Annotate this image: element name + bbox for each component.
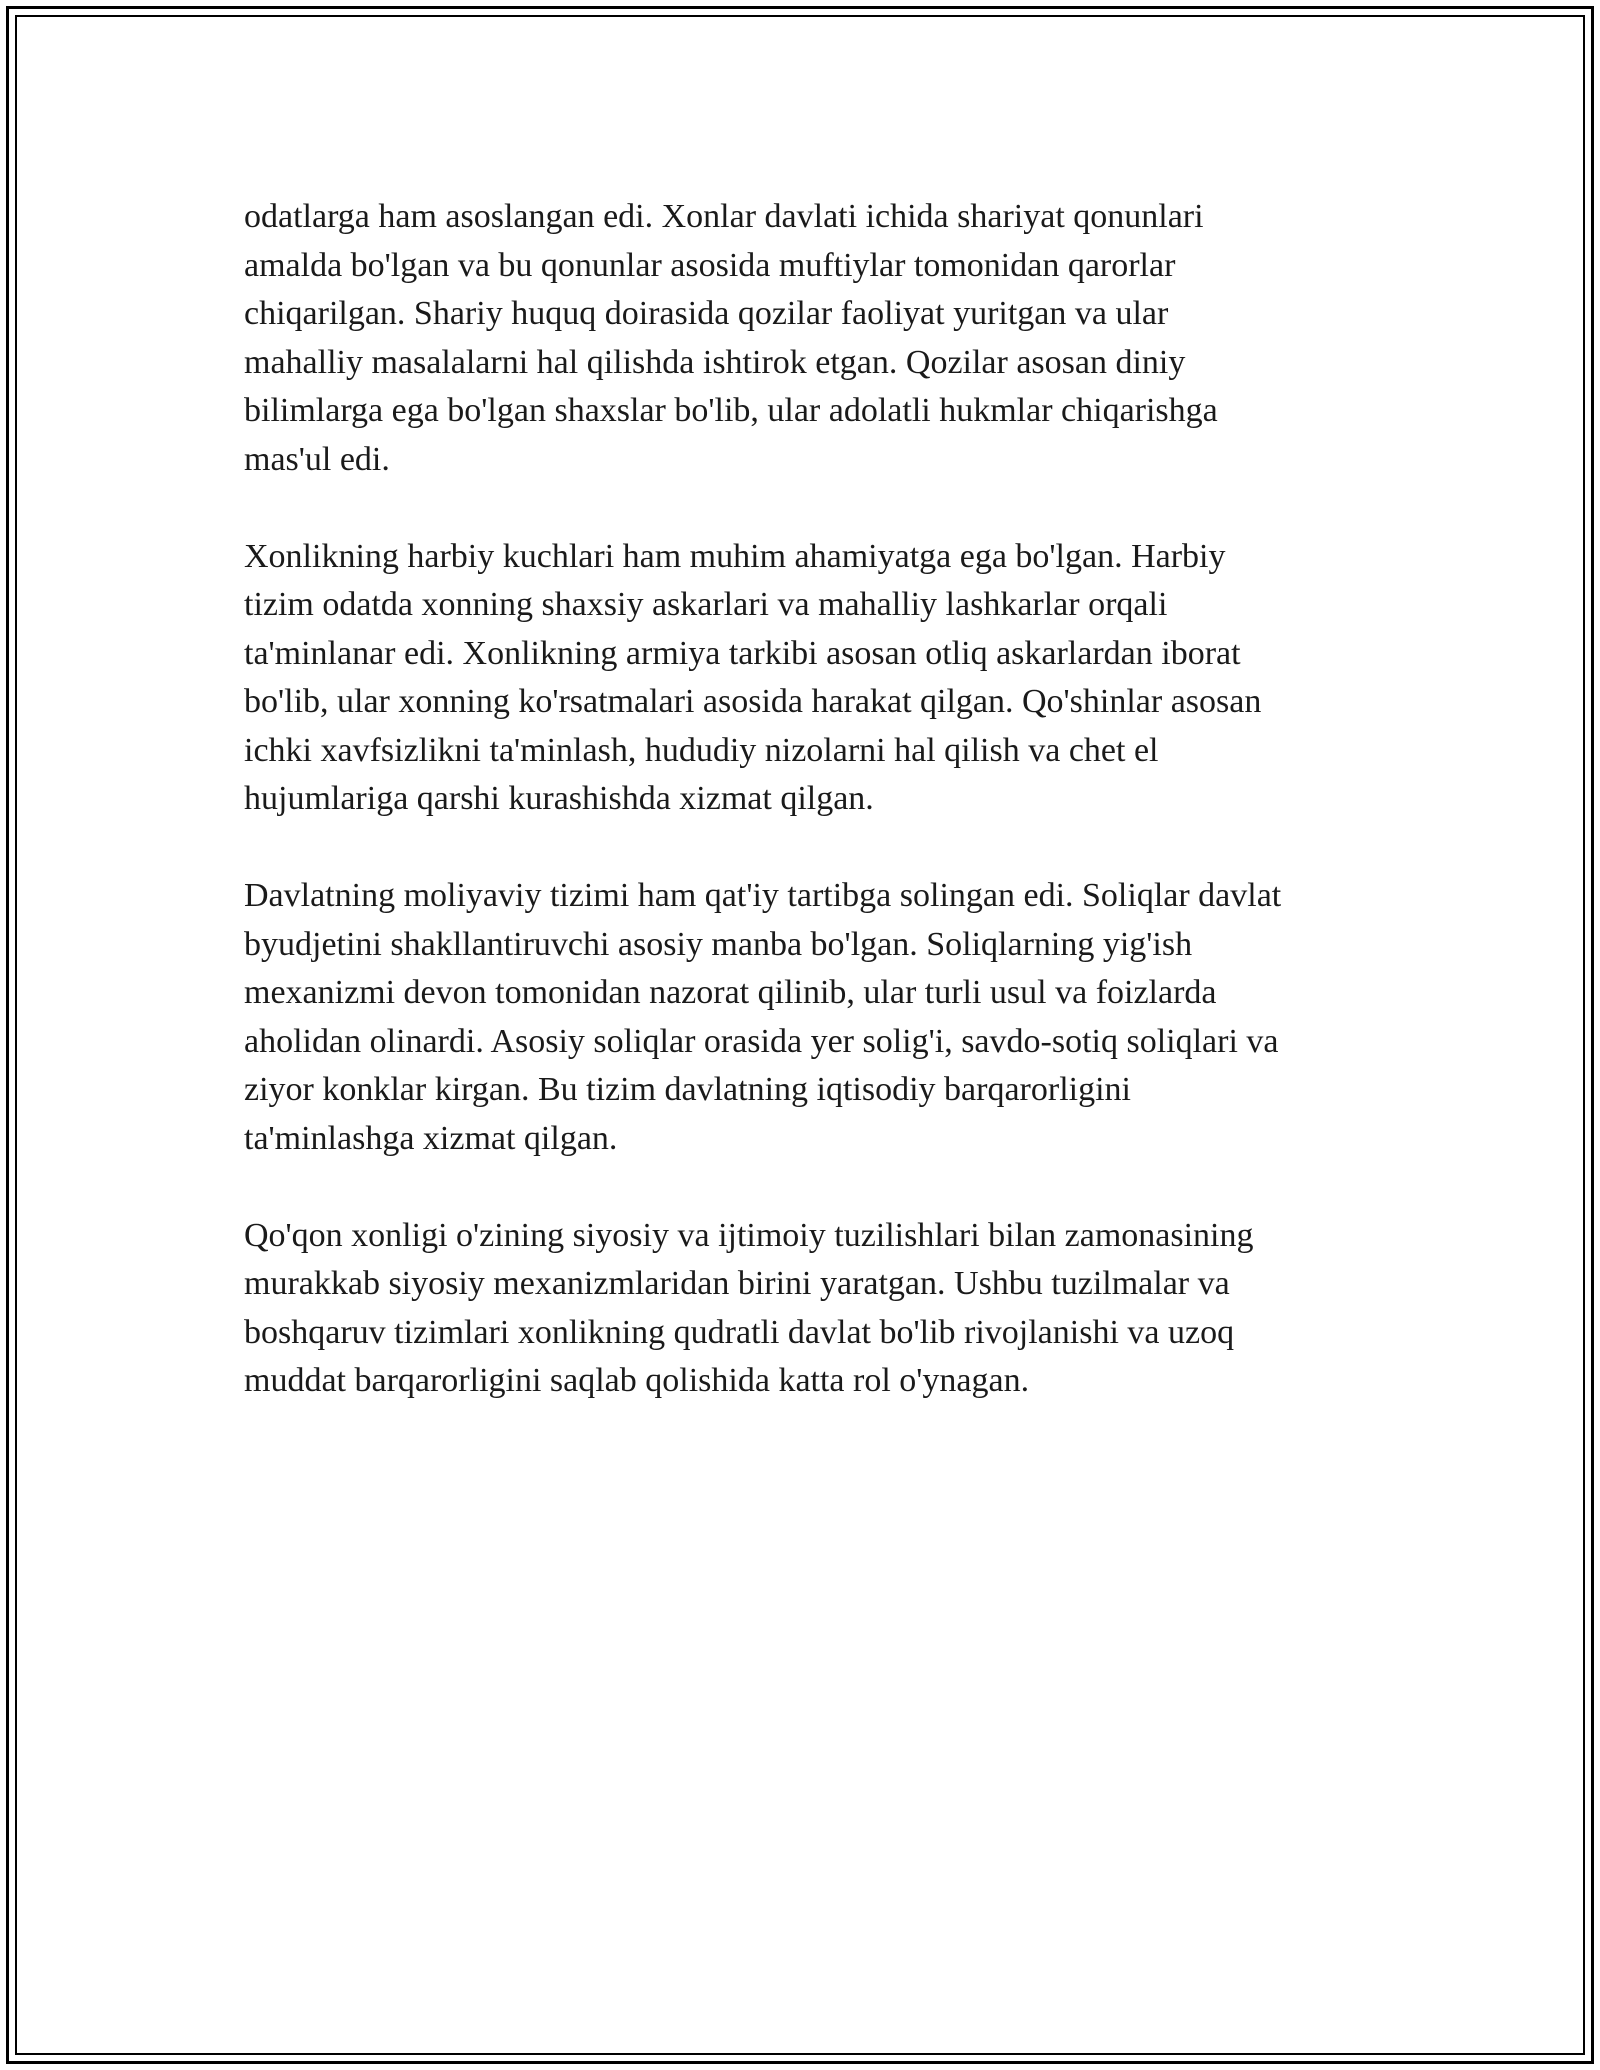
paragraph-shariah-courts: odatlarga ham asoslangan edi. Xonlar davlati ichida shariyat qonunlari amalda bo'lgan va bu qonunlar asosida muftiylar tomonidan qarorlar chiqarilgan. Shariy huquq doirasida qozilar faoliyat yuritgan va ular mahalliy masalalarni hal qilishda ishtirok etgan. Qozilar asosan diniy bilimlarga ega bo'lgan shaxslar bo'lib, ular adolatli hukmlar chiqarishga mas'ul edi. [244,198,1218,478]
paragraph-conclusion: Qo'qon xonligi o'zining siyosiy va ijtimoiy tuzilishlari bilan zamonasining murakkab siyosiy mexanizmlaridan birini yaratgan. Ushbu tuzilmalar va boshqaruv tizimlari xonlikning qudratli davlat bo'lib rivojlanishi va uzoq muddat barqarorligini saqlab qolishida katta rol o'ynagan. [244,1216,1254,1399]
document-body [244,193,1384,1454]
paragraph-military: Xonlikning harbiy kuchlari ham muhim ahamiyatga ega bo'lgan. Harbiy tizim odatda xonning shaxsiy askarlari va mahalliy lashkarlar orqali ta'minlanar edi. Xonlikning armiya tarkibi asosan otliq askarlardan iborat bo'lib, ular xonning ko'rsatmalari asosida harakat qilgan. Qo'shinlar asosan ichki xavfsizlikni ta'minlash, hududiy nizolarni hal qilish va chet el hujumlariga qarshi kurashishda xizmat qilgan. [244,537,1262,817]
paragraph-finance: Davlatning moliyaviy tizimi ham qat'iy tartibga solingan edi. Soliqlar davlat byudjetini shakllantiruvchi asosiy manba bo'lgan. Soliqlarning yig'ish mexanizmi devon tomonidan nazorat qilinib, ular turli usul va foizlarda aholidan olinardi. Asosiy soliqlar orasida yer solig'i, savdo-sotiq soliqlari va ziyor konklar kirgan. Bu tizim davlatning iqtisodiy barqarorligini ta'minlashga xizmat qilgan. [244,877,1282,1157]
page-frame [6,6,1594,2064]
